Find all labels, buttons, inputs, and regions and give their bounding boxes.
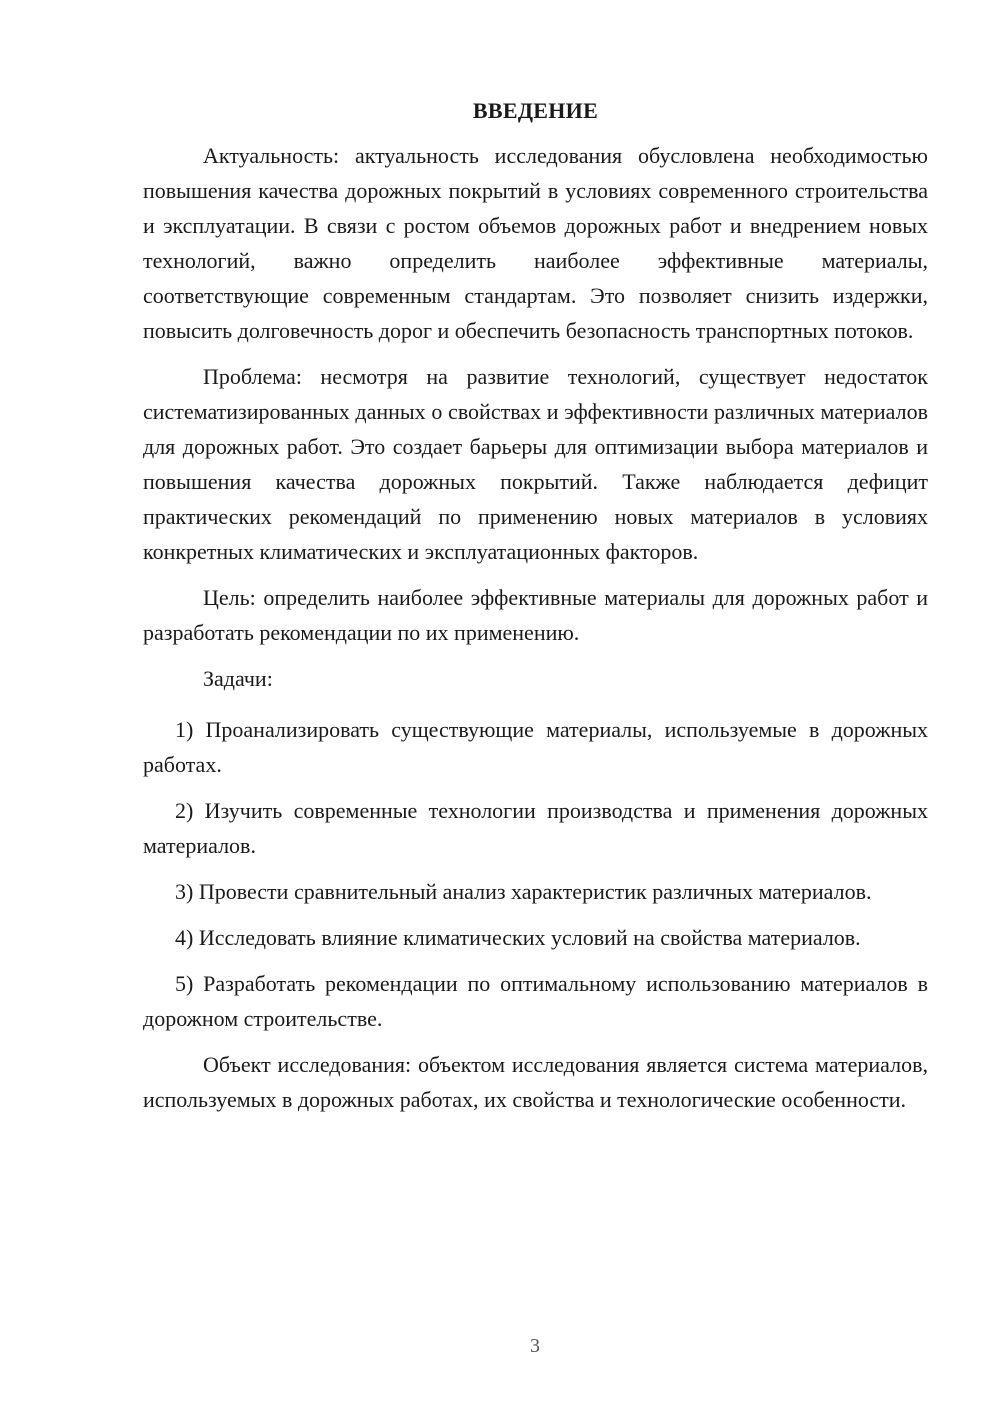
page-content (143, 96, 928, 1128)
paragraph-relevance: Актуальность: актуальность исследования обусловлена необходимостью повышения качества дорожных покрытий в условиях современного строительства и эксплуатации. В связи с ростом объемов дорожных работ и внедрением новых технологий, важно определить наиболее эффективные материалы, соответствующие современным стандартам. Это позволяет снизить издержки, повысить долговечность дорог и обеспечить безопасность транспортных потоков. (143, 143, 928, 343)
page-title: ВВЕДЕНИЕ (472, 98, 599, 123)
paragraph-problem: Проблема: несмотря на развитие технологий, существует недостаток систематизированных данных о свойствах и эффективности различных материалов для дорожных работ. Это создает барьеры для оптимизации выбора материалов и повышения качества дорожных покрытий. Также наблюдается дефицит практических рекомендаций по применению новых материалов в условиях конкретных климатических и эксплуатационных факторов. (143, 364, 928, 564)
paragraph-object: Объект исследования: объектом исследования является система материалов, используемых в дорожных работах, их свойства и технологические особенности. (143, 1052, 928, 1112)
task-item-5: 5) Разработать рекомендации по оптимальному использованию материалов в дорожном строительстве. (143, 971, 928, 1031)
paragraph-goal: Цель: определить наиболее эффективные материалы для дорожных работ и разработать рекомендации по их применению. (143, 585, 928, 645)
paragraph-tasks-heading: Задачи: (203, 666, 273, 691)
task-item-2: 2) Изучить современные технологии производства и применения дорожных материалов. (143, 798, 928, 858)
task-list (143, 712, 928, 1036)
task-item-3: 3) Провести сравнительный анализ характеристик различных материалов. (175, 879, 872, 904)
task-item-1: 1) Проанализировать существующие материалы, используемые в дорожных работах. (143, 717, 928, 777)
page-number: 3 (530, 1335, 540, 1357)
task-item-4: 4) Исследовать влияние климатических условий на свойства материалов. (175, 925, 861, 950)
